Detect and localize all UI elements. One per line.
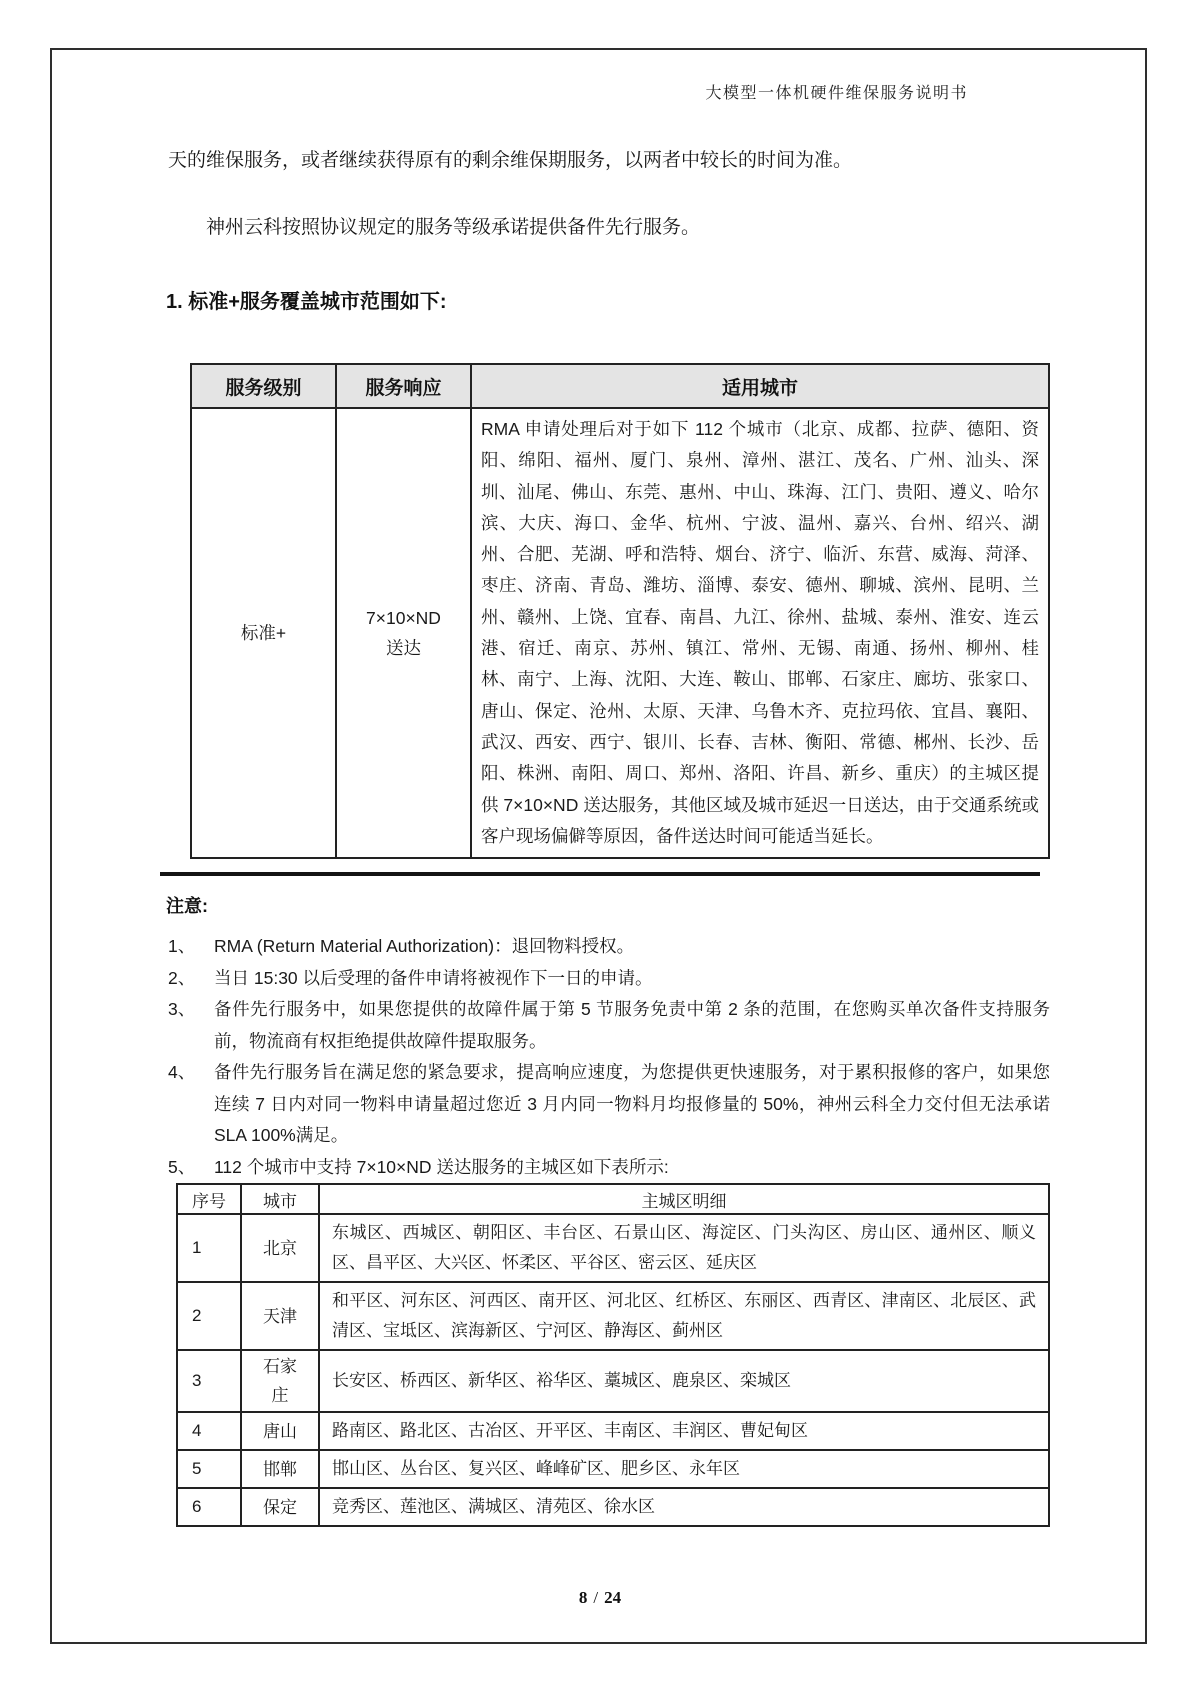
note-number: 2、 — [168, 967, 196, 988]
note-number: 3、 — [168, 999, 196, 1019]
col-header-city: 城市 — [241, 1184, 319, 1214]
districts-list: 东城区、西城区、朝阳区、丰台区、石景山区、海淀区、门头沟区、房山区、通州区、顺义区、昌平区、大兴区、怀柔区、平谷区、密云区、延庆区 — [319, 1214, 1049, 1282]
col-header-districts: 主城区明细 — [319, 1184, 1049, 1214]
paragraph-service-commitment: 神州云科按照协议规定的服务等级承诺提供备件先行服务。 — [206, 217, 701, 238]
row-index: 2 — [177, 1282, 241, 1350]
service-response-line-1: 7×10×ND — [366, 608, 441, 629]
service-response-value — [336, 408, 471, 858]
table-row — [177, 1488, 1049, 1526]
row-index: 1 — [177, 1214, 241, 1282]
row-index: 5 — [177, 1450, 241, 1488]
col-header-service-level: 服务级别 — [191, 364, 336, 408]
row-index: 4 — [177, 1412, 241, 1450]
table-header-row — [177, 1184, 1049, 1214]
section-heading-coverage: 1. 标准+服务覆盖城市范围如下: — [166, 291, 447, 313]
applicable-cities-text: RMA 申请处理后对于如下 112 个城市（北京、成都、拉萨、德阳、资阳、绵阳、福州、厦门、泉州、漳州、湛江、茂名、广州、汕头、深圳、汕尾、佛山、东莞、惠州、中山、珠海、江门、贵阳、遵义、哈尔滨、大庆、海口、金华、杭州、宁波、温州、嘉兴、台州、绍兴、湖州、合肥、芜湖、呼和浩特、烟台、济宁、临沂、东营、威海、菏泽、枣庄、济南、青岛、潍坊、淄博、泰安、德州、聊城、滨州、昆明、兰州、赣州、上饶、宜春、南昌、九江、徐州、盐城、泰州、淮安、连云港、宿迁、南京、苏州、镇江、常州、无锡、南通、扬州、柳州、桂林、南宁、上海、沈阳、大连、鞍山、邯郸、石家庄、廊坊、张家口、唐山、保定、沧州、太原、天津、乌鲁木齐、克拉玛依、宜昌、襄阳、武汉、西安、西宁、银川、长春、吉林、衡阳、常德、郴州、长沙、岳阳、株洲、南阳、周口、郑州、洛阳、许昌、新乡、重庆）的主城区提供 7×10×ND 送达服务，其他区域及城市延迟一日送达，由于交通系统或客户现场偏僻等原因，备件送达时间可能适当延长。 — [471, 408, 1049, 858]
service-coverage-table — [190, 363, 1050, 859]
note-text: 当日 15:30 以后受理的备件申请将被视作下一日的申请。 — [214, 967, 653, 988]
districts-list: 邯山区、丛台区、复兴区、峰峰矿区、肥乡区、永年区 — [319, 1450, 1049, 1488]
note-text: RMA (Return Material Authorization)：退回物料授权。 — [214, 936, 635, 956]
document-header-title: 大模型一体机硬件维保服务说明书 — [705, 85, 968, 102]
notes-list — [168, 931, 1050, 1183]
city-name: 邯郸 — [241, 1450, 319, 1488]
table-header-row — [191, 364, 1049, 408]
table-row — [177, 1282, 1049, 1350]
note-number: 5、 — [168, 1156, 196, 1177]
paragraph-warranty-continuation: 天的维保服务，或者继续获得原有的剩余维保期服务，以两者中较长的时间为准。 — [168, 150, 853, 171]
city-name: 唐山 — [241, 1412, 319, 1450]
city-name: 北京 — [241, 1214, 319, 1282]
total-pages: 24 — [604, 1588, 622, 1607]
list-item — [168, 994, 1050, 1057]
list-item — [168, 1057, 1050, 1152]
note-text: 备件先行服务旨在满足您的紧急要求，提高响应速度，为您提供更快速服务，对于累积报修的客户，如果您连续 7 日内对同一物料申请量超过您近 3 月内同一物料月均报修量的 50%，神州云科全力交付但无法承诺 SLA 100%满足。 — [214, 1062, 1050, 1145]
city-name: 天津 — [241, 1282, 319, 1350]
page-footer — [0, 1588, 1200, 1608]
row-index: 3 — [177, 1350, 241, 1412]
note-number: 1、 — [168, 936, 196, 956]
city-name: 石家庄 — [241, 1350, 319, 1412]
row-index: 6 — [177, 1488, 241, 1526]
table-row — [191, 408, 1049, 858]
districts-list: 竞秀区、莲池区、满城区、清苑区、徐水区 — [319, 1488, 1049, 1526]
district-detail-table — [176, 1183, 1050, 1527]
note-text: 112 个城市中支持 7×10×ND 送达服务的主城区如下表所示: — [214, 1156, 669, 1177]
notes-heading: 注意: — [166, 896, 208, 916]
service-response-line-2: 送达 — [386, 638, 421, 659]
districts-list: 路南区、路北区、古冶区、开平区、丰南区、丰润区、曹妃甸区 — [319, 1412, 1049, 1450]
page-number-separator: / — [593, 1588, 599, 1607]
note-text: 备件先行服务中，如果您提供的故障件属于第 5 节服务免责中第 2 条的范围，在您购买单次备件支持服务前，物流商有权拒绝提供故障件提取服务。 — [214, 999, 1050, 1051]
col-header-applicable-cities: 适用城市 — [471, 364, 1049, 408]
table-row — [177, 1412, 1049, 1450]
page-number: 8 — [578, 1588, 588, 1607]
table-row — [177, 1350, 1049, 1412]
list-item — [168, 1152, 1050, 1184]
table-row — [177, 1214, 1049, 1282]
table-row — [177, 1450, 1049, 1488]
districts-list: 长安区、桥西区、新华区、裕华区、藁城区、鹿泉区、栾城区 — [319, 1350, 1049, 1412]
city-name: 保定 — [241, 1488, 319, 1526]
col-header-service-response: 服务响应 — [336, 364, 471, 408]
districts-list: 和平区、河东区、河西区、南开区、河北区、红桥区、东丽区、西青区、津南区、北辰区、武清区、宝坻区、滨海新区、宁河区、静海区、蓟州区 — [319, 1282, 1049, 1350]
service-level-value: 标准+ — [191, 408, 336, 858]
col-header-index: 序号 — [177, 1184, 241, 1214]
list-item — [168, 963, 1050, 995]
list-item — [168, 931, 1050, 963]
note-number: 4、 — [168, 1062, 196, 1082]
section-divider-rule — [160, 872, 1040, 876]
